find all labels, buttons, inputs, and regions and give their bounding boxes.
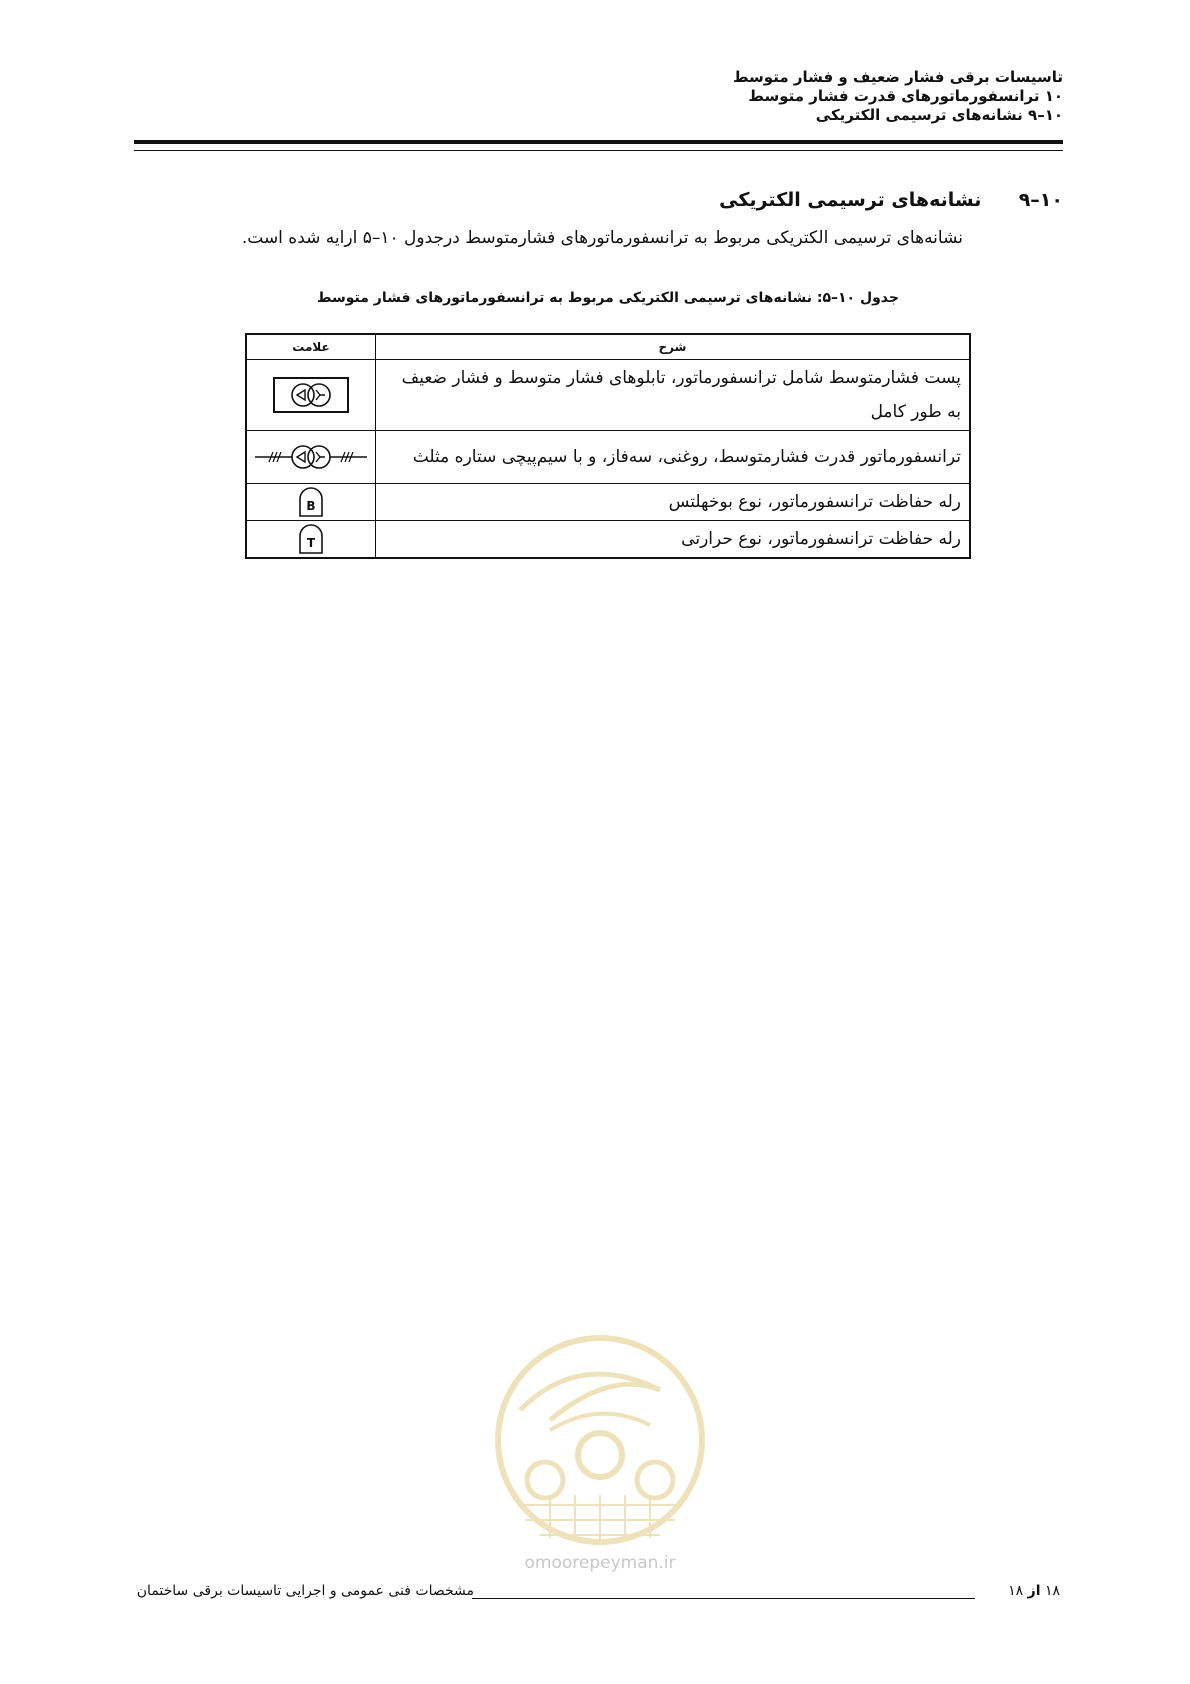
running-header: [733, 68, 1063, 125]
thermal-relay-icon: [296, 523, 326, 555]
symbols-table: [245, 333, 971, 559]
row-description: ترانسفورماتور قدرت فشارمتوسط، روغنی، سه‌فاز، و با سیم‌پیچی ستاره مثلث: [376, 431, 971, 484]
buchholz-relay-icon: [296, 486, 326, 518]
current-page: ۱۸: [1044, 1583, 1060, 1599]
header-line-3: ۱۰–۹ نشانه‌های ترسیمی الکتریکی: [815, 106, 1063, 124]
page-of: از: [1027, 1583, 1041, 1599]
header-description: شرح: [376, 334, 971, 360]
table-row: [246, 521, 970, 559]
section-number: ۱۰–۹: [1018, 189, 1063, 211]
row-description: رله حفاظت ترانسفورماتور، نوع حرارتی: [376, 521, 971, 559]
header-line-2: ۱۰ ترانسفورماتورهای قدرت فشار متوسط: [748, 87, 1063, 105]
section-heading: [134, 189, 1063, 211]
relay-letter: B: [306, 499, 316, 513]
table-row: [246, 484, 970, 521]
footer-title: مشخصات فنی عمومی و اجرایی تاسیسات برقی ساختمان: [136, 1583, 474, 1599]
header-line-1: تاسیسات برقی فشار ضعیف و فشار متوسط: [732, 68, 1063, 86]
row-description-line: پست فشارمتوسط شامل ترانسفورماتور، تابلوهای فشار متوسط و فشار ضعیف: [401, 368, 961, 388]
table-header-row: [246, 334, 970, 360]
table-row: [246, 360, 970, 431]
row-symbol: [246, 431, 376, 484]
total-pages: ۱۸: [1008, 1583, 1024, 1599]
row-symbol: [246, 521, 376, 559]
table-caption: جدول ۱۰–۵: نشانه‌های ترسیمی الکتریکی مربوط به ترانسفورماتورهای فشار متوسط: [317, 290, 899, 306]
watermark-logo-icon: [490, 1330, 710, 1560]
watermark-site: omoorepeyman.ir: [524, 1553, 676, 1573]
transformer-symbol-icon: [251, 440, 371, 474]
substation-symbol-icon: [270, 374, 352, 416]
header-rule: [134, 140, 1063, 151]
row-symbol: [246, 484, 376, 521]
page-number: [1008, 1583, 1060, 1599]
row-description: رله حفاظت ترانسفورماتور، نوع بوخهلتس: [376, 484, 971, 521]
intro-paragraph: نشانه‌های ترسیمی الکتریکی مربوط به ترانسفورماتورهای فشارمتوسط درجدول ۱۰–۵ ارایه شده است.: [241, 228, 963, 248]
section-title: نشانه‌های ترسیمی الکتریکی: [719, 189, 982, 211]
relay-letter: T: [306, 536, 316, 550]
table-row: [246, 431, 970, 484]
row-description-line: به طور کامل: [870, 402, 961, 422]
row-description: [376, 360, 971, 431]
header-symbol: علامت: [246, 334, 376, 360]
footer-rule: [472, 1598, 975, 1599]
row-symbol: [246, 360, 376, 431]
